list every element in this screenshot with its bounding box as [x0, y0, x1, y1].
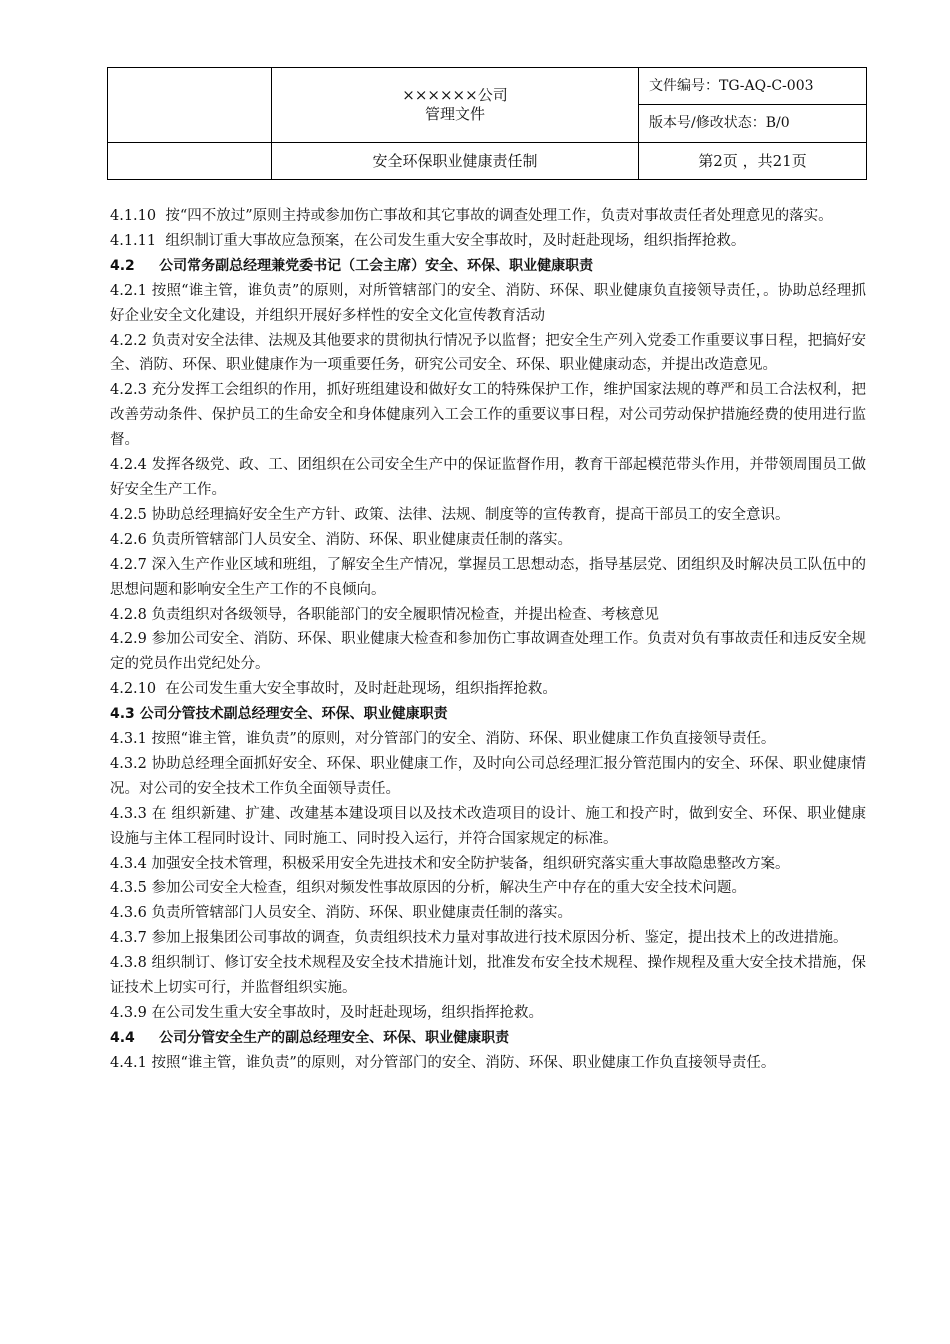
clause-4-1-10: 4.1.10 按“四不放过”原则主持或参加伤亡事故和其它事故的调查处理工作，负责对事故责任者处理意见的落实。 [110, 208, 833, 224]
company-name: ××××××公司 [402, 86, 508, 104]
clause-4-2-2: 4.2.2 负责对安全法律、法规及其他要求的贯彻执行情况予以监督；把安全生产列入党委工作重要议事日程，把搞好安全、消防、环保、职业健康作为一项重要任务，研究公司安全、环保、职业健康动态，并提出改造意见。 [110, 332, 866, 374]
page-info: 第2页 ，共21页 [639, 143, 867, 180]
empty-cell [108, 143, 272, 180]
clause-4-2-1: 4.2.1 按照“谁主管，谁负责”的原则，对所管辖部门的安全、消防、环保、职业健康负直接领导责任，。协助总经理抓好企业安全文化建设，并组织开展好多样性的安全文化宣传教育活动 [110, 282, 866, 324]
document-type: 管理文件 [424, 105, 485, 123]
clause-4-3-7: 4.3.7 参加上报集团公司事故的调查，负责组织技术力量对事故进行技术原因分析、鉴定，提出技术上的改进措施。 [110, 930, 848, 947]
clause-4-3-6: 4.3.6 负责所管辖部门人员安全、消防、环保、职业健康责任制的落实。 [110, 905, 573, 922]
section-heading-4-2: 4.2 公司常务副总经理兼党委书记（工会主席）安全、环保、职业健康职责 [110, 257, 594, 274]
doc-number: 文件编号：TG-AQ-C-003 [639, 68, 867, 105]
clause-4-3-1: 4.3.1 按照“谁主管，谁负责”的原则，对分管部门的安全、消防、环保、职业健康工作负直接领导责任。 [110, 731, 776, 748]
clause-4-2-3: 4.2.3 充分发挥工会组织的作用，抓好班组建设和做好女工的特殊保护工作，维护国家法规的尊严和员工合法权利，把改善劳动条件、保护员工的生命安全和身体健康列入工会工作的重要议事日程，对公司劳动保护措施经费的使用进行监督。 [110, 382, 866, 449]
section-heading-4-4: 4.4 公司分管安全生产的副总经理安全、环保、职业健康职责 [110, 1029, 510, 1046]
clause-4-2-9: 4.2.9 参加公司安全、消防、环保、职业健康大检查和参加伤亡事故调查处理工作。负责对负有事故责任和违反安全规定的党员作出党纪处分。 [110, 631, 866, 673]
clause-4-2-7: 4.2.7 深入生产作业区域和班组，了解安全生产情况，掌握员工思想动态，指导基层党、团组织及时解决员工队伍中的思想问题和影响安全生产工作的不良倾向。 [110, 556, 866, 598]
document-title: 安全环保职业健康责任制 [272, 143, 639, 180]
logo-cell [108, 68, 272, 143]
clause-4-3-8: 4.3.8 组织制订、修订安全技术规程及安全技术措施计划，批准发布安全技术规程、操作规程及重大安全技术措施，保证技术上切实可行，并监督组织实施。 [110, 955, 866, 997]
company-cell [272, 68, 639, 143]
clause-4-2-4: 4.2.4 发挥各级党、政、工、团组织在公司安全生产中的保证监督作用，教育干部起模范带头作用，并带领周围员工做好安全生产工作。 [110, 457, 866, 498]
document-header-table [107, 67, 867, 180]
version-status: 版本号/修改状态：B/0 [639, 105, 867, 143]
clause-4-2-10: 4.2.10 在公司发生重大安全事故时，及时赶赴现场，组织指挥抢救。 [110, 681, 557, 698]
clause-4-3-3: 4.3.3 在 组织新建、扩建、改建基本建设项目以及技术改造项目的设计、施工和投产时，做到安全、环保、职业健康设施与主体工程同时设计、同时施工、同时投入运行，并符合国家规定的标准。 [110, 805, 866, 847]
clause-4-4-1: 4.4.1 按照“谁主管，谁负责”的原则，对分管部门的安全、消防、环保、职业健康工作负直接领导责任。 [110, 1054, 776, 1071]
clause-4-2-5: 4.2.5 协助总经理搞好安全生产方针、政策、法律、法规、制度等的宣传教育，提高干部员工的安全意识。 [110, 506, 790, 523]
clause-4-3-4: 4.3.4 加强安全技术管理，积极采用安全先进技术和安全防护装备，组织研究落实重大事故隐患整改方案。 [110, 855, 790, 872]
clause-4-2-8: 4.2.8 负责组织对各级领导，各职能部门的安全履职情况检查，并提出检查、考核意见 [110, 606, 660, 623]
section-heading-4-3: 4.3 公司分管技术副总经理安全、环保、职业健康职责 [110, 706, 448, 723]
clause-4-1-11: 4.1.11 组织制订重大事故应急预案，在公司发生重大安全事故时，及时赶赴现场，组织指挥抢救。 [110, 232, 746, 249]
clause-4-3-9: 4.3.9 在公司发生重大安全事故时，及时赶赴现场，组织指挥抢救。 [110, 1005, 544, 1021]
document-body [110, 204, 866, 1076]
clause-4-2-6: 4.2.6 负责所管辖部门人员安全、消防、环保、职业健康责任制的落实。 [110, 531, 573, 548]
clause-4-3-2: 4.3.2 协助总经理全面抓好安全、环保、职业健康工作，及时向公司总经理汇报分管范围内的安全、环保、职业健康情况。对公司的安全技术工作负全面领导责任。 [110, 755, 866, 797]
clause-4-3-5: 4.3.5 参加公司安全大检查，组织对频发性事故原因的分析，解决生产中存在的重大安全技术问题。 [110, 880, 747, 897]
